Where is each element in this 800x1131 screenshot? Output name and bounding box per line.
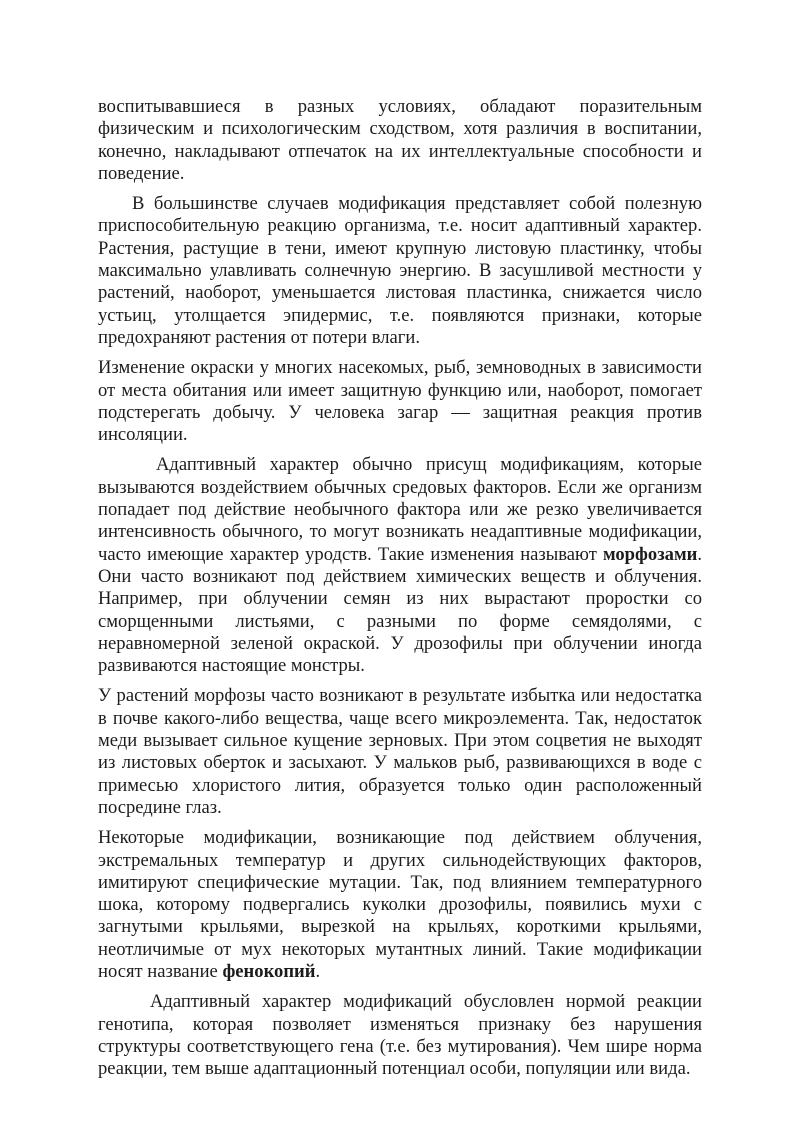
- paragraph-text: Адаптивный характер обычно присущ модификациям, которые вызываются воздействием обычных средовых факторов. Если же организм попадает под действие необычного фактора или же резко увеличивается интенсивность обычного, то могут возникать неадаптивные модификации, часто имеющие характер уродств. Такие изменения называют: [98, 454, 702, 565]
- paragraph-phenocopies: [98, 827, 702, 983]
- paragraph-upbringing: воспитывавшиеся в разных условиях, обладают поразительным физическим и психологическим сходством, хотя различия в воспитании, конечно, накладывают отпечаток на их интеллектуальные способности и поведение.: [98, 96, 702, 184]
- paragraph-coloration: Изменение окраски у многих насекомых, рыб, земноводных в зависимости от места обитания или имеет защитную функцию или, наоборот, помогает подстерегать добычу. У человека загар — защитная реакция против инсоляции.: [98, 357, 702, 446]
- paragraph-morphoses: [98, 454, 702, 677]
- document-page: [98, 96, 702, 1088]
- paragraph-text: . Они часто возникают под действием химических веществ и облучения. Например, при облучении семян из них вырастают проростки со сморщенными листьями, с разными по форме семядолями, с неравномерной зеленой окраской. У дрозофилы при облучении иногда развиваются настоящие монстры.: [98, 543, 702, 677]
- paragraph-text: Некоторые модификации, возникающие под действием облучения, экстремальных температур и других сильнодействующих факторов, имитируют специфические мутации. Так, под влиянием температурного шока, которому подвергались куколки дрозофилы, появились мухи с загнутыми крыльями, вырезкой на крыльях, короткими крыльями, неотличимые от мух некоторых мутантных линий. Такие модификации носят название: [98, 827, 702, 982]
- paragraph-reaction-norm: Адаптивный характер модификаций обусловлен нормой реакции генотипа, которая позволяет изменяться признаку без нарушения структуры соответствующего гена (т.е. без мутирования). Чем шире норма реакции, тем выше адаптационный потенциал особи, популяции или вида.: [98, 991, 702, 1080]
- term-morphoses: морфозами: [602, 543, 698, 565]
- term-phenocopies: фенокопий: [222, 960, 316, 982]
- paragraph-text: .: [315, 960, 321, 982]
- paragraph-plant-morphoses: У растений морфозы часто возникают в результате избытка или недостатка в почве какого-либо вещества, чаще всего микроэлемента. Так, недостаток меди вызывает сильное кущение зерновых. При этом соцветия не выходят из листовых оберток и засыхают. У мальков рыб, развивающихся в воде с примесью хлористого лития, образуется только один расположенный посредине глаз.: [98, 685, 702, 818]
- paragraph-adaptive-modification: В большинстве случаев модификация представляет собой полезную приспособительную реакцию организма, т.е. носит адаптивный характер. Растения, растущие в тени, имеют крупную листовую пластинку, чтобы максимально улавливать солнечную энергию. В засушливой местности у растений, наоборот, уменьшается листовая пластинка, снижается число устьиц, утолщается эпидермис, т.е. появляются признаки, которые предохраняют растения от потери влаги.: [98, 193, 702, 348]
